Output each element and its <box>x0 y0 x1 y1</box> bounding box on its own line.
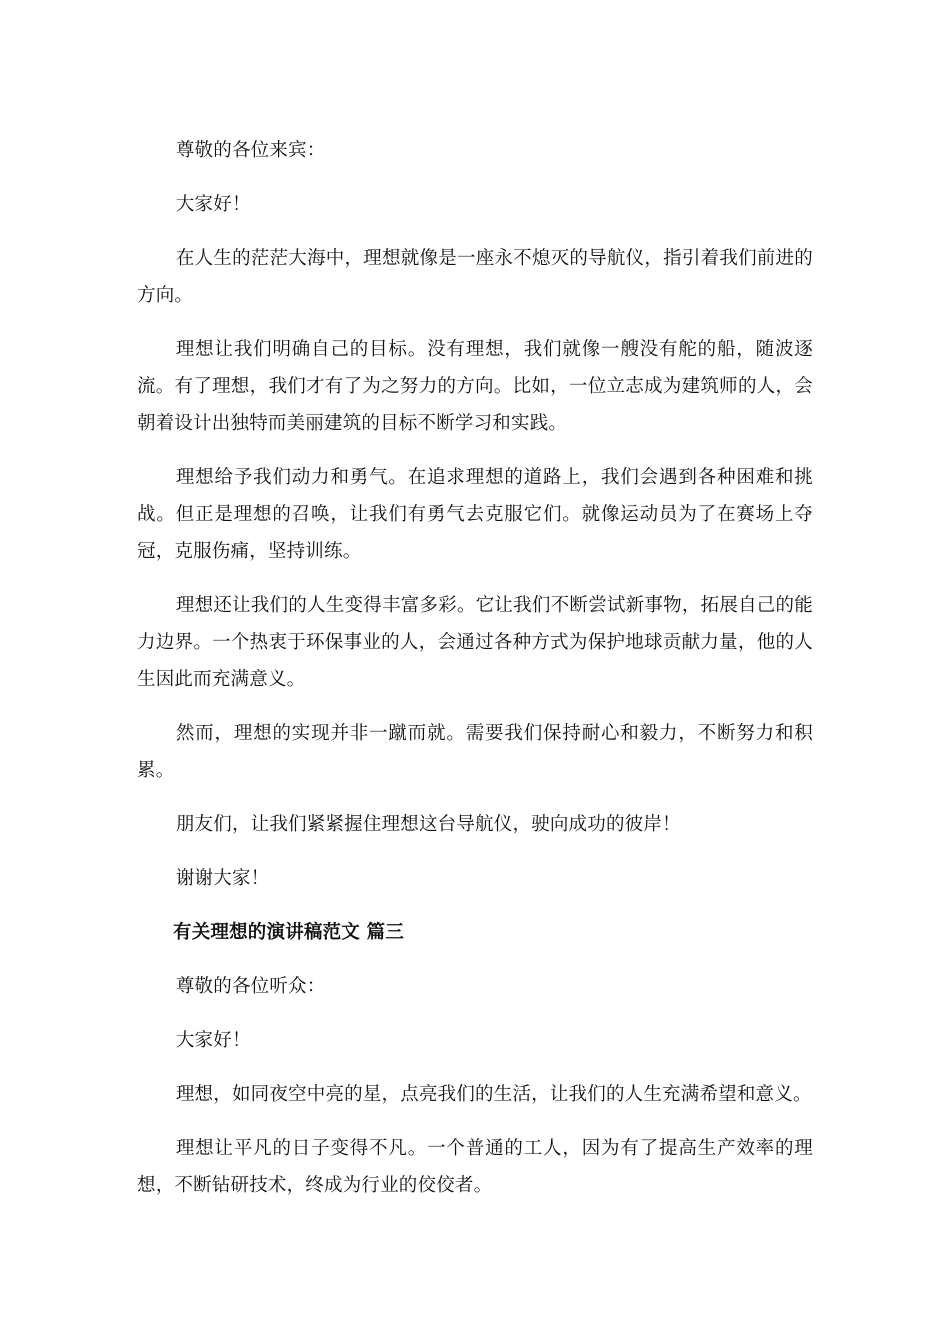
thanks: 谢谢大家！ <box>175 868 270 889</box>
speech-section-2 <box>137 132 813 897</box>
body-paragraph: 然而，理想的实现并非一蹴而就。需要我们保持耐心和毅力，不断努力和积累。 <box>137 723 813 781</box>
salutation: 尊敬的各位来宾： <box>175 140 326 161</box>
greeting: 大家好！ <box>175 194 251 215</box>
body-paragraph: 在人生的茫茫大海中，理想就像是一座永不熄灭的导航仪，指引着我们前进的方向。 <box>137 248 813 306</box>
salutation: 尊敬的各位听众： <box>175 976 326 997</box>
greeting: 大家好！ <box>175 1030 251 1051</box>
body-paragraph: 理想让我们明确自己的目标。没有理想，我们就像一艘没有舵的船，随波逐流。有了理想，我们才有了为之努力的方向。比如，一位立志成为建筑师的人，会朝着设计出独特而美丽建筑的目标不断学习和实践。 <box>137 339 813 434</box>
body-paragraph: 理想，如同夜空中亮的星，点亮我们的生活，让我们的人生充满希望和意义。 <box>175 1084 812 1105</box>
body-paragraph: 理想让平凡的日子变得不凡。一个普通的工人，因为有了提高生产效率的理想，不断钻研技术，终成为行业的佼佼者。 <box>137 1138 813 1196</box>
document-page <box>137 132 813 1221</box>
speech-section-3 <box>137 914 813 1204</box>
section-heading: 有关理想的演讲稿范文 篇三 <box>173 922 405 943</box>
body-paragraph: 理想还让我们的人生变得丰富多彩。它让我们不断尝试新事物，拓展自己的能力边界。一个热衷于环保事业的人，会通过各种方式为保护地球贡献力量，他的人生因此而充满意义。 <box>137 595 813 690</box>
body-paragraph: 理想给予我们动力和勇气。在追求理想的道路上，我们会遇到各种困难和挑战。但正是理想的召唤，让我们有勇气去克服它们。就像运动员为了在赛场上夺冠，克服伤痛，坚持训练。 <box>137 467 813 562</box>
closing-paragraph: 朋友们，让我们紧紧握住理想这台导航仪，驶向成功的彼岸！ <box>175 814 681 835</box>
